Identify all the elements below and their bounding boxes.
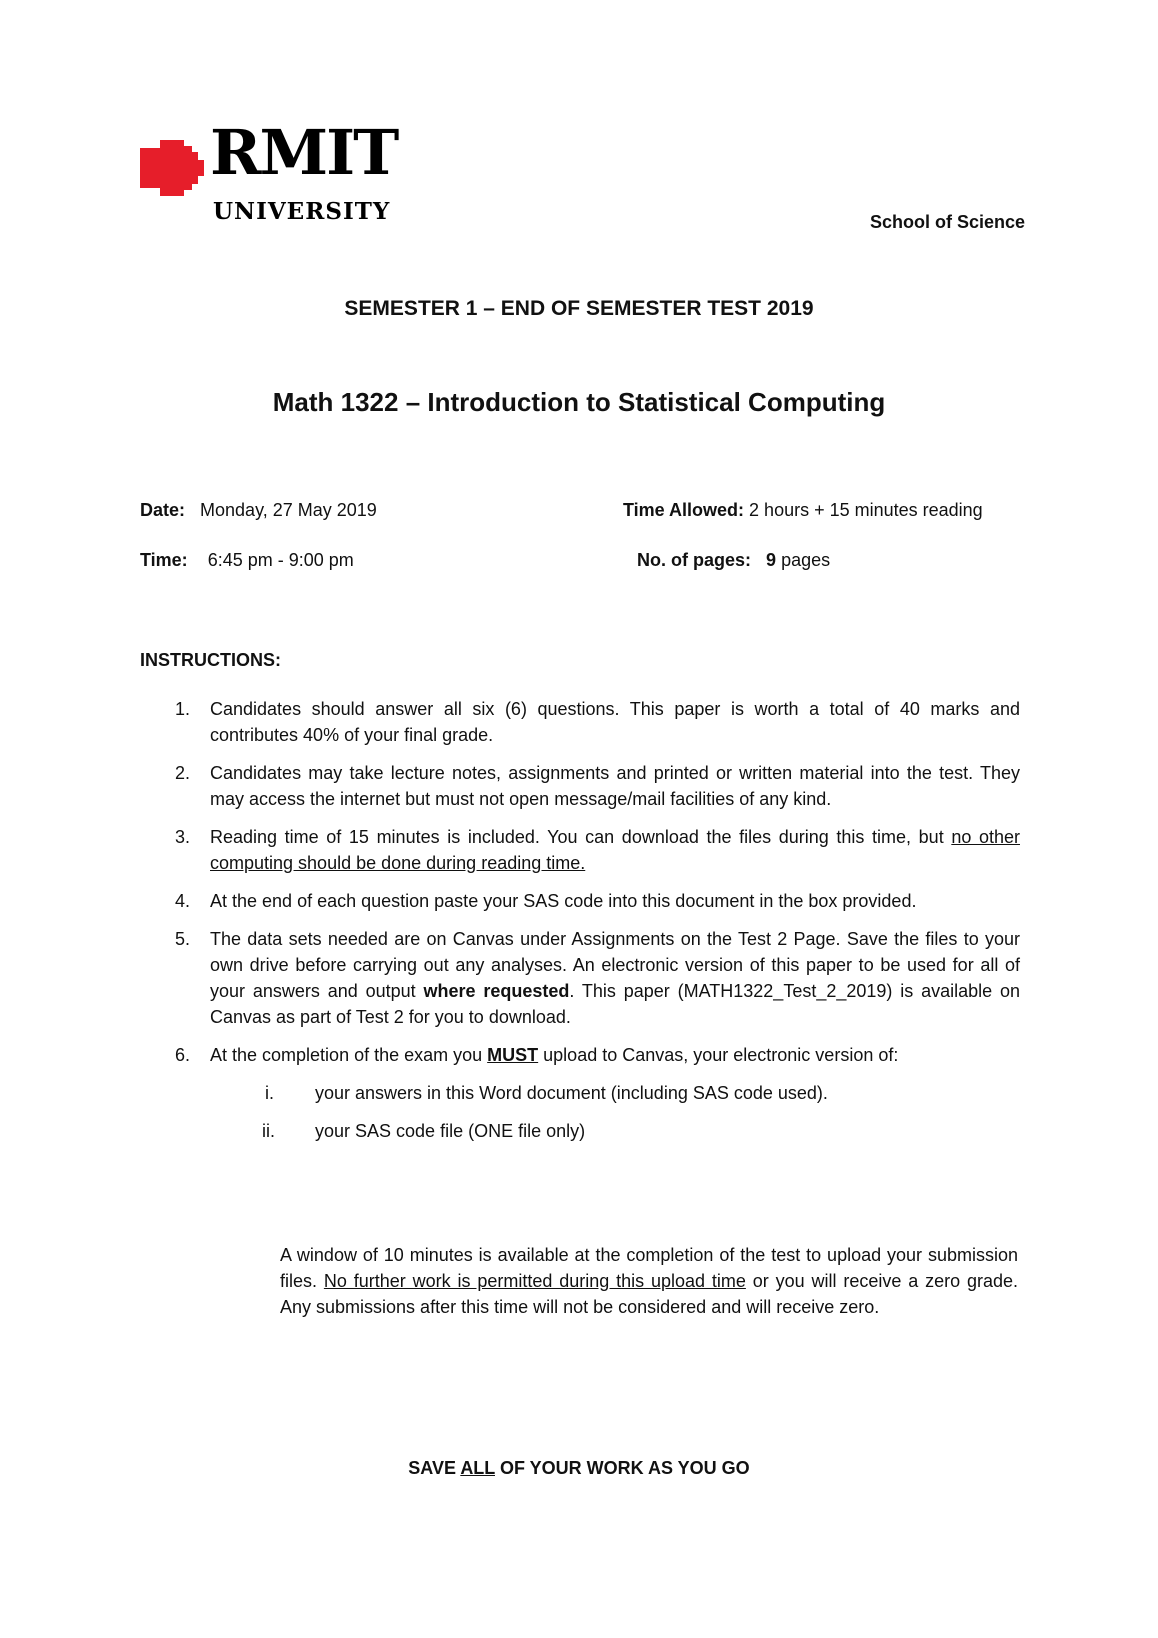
item-text-continued: . This paper (MATH1322_Test_2_2019) is available on Canvas as part of Test 2 for you to download. — [210, 981, 1020, 1027]
list-item — [140, 888, 1020, 914]
item-text: Candidates should answer all six (6) questions. This paper is worth a total of 40 marks and contributes 40% of your final grade. — [210, 699, 1020, 745]
list-item — [140, 760, 1020, 812]
item-number: 2. — [175, 763, 191, 783]
instructions-title: INSTRUCTIONS: — [140, 650, 281, 670]
time-label: Time: — [140, 550, 188, 570]
item-number: 3. — [175, 827, 191, 847]
rmit-logo — [140, 116, 410, 232]
list-item — [140, 696, 1020, 748]
pages-label: No. of pages: — [637, 550, 752, 570]
item-text: At the completion of the exam you — [210, 1045, 488, 1065]
item-text: Reading time of 15 minutes is included. You can download the files during this time, but — [210, 827, 952, 847]
save-reminder — [0, 1458, 1158, 1479]
date-label: Date: — [140, 500, 186, 520]
item-number: 4. — [175, 891, 191, 911]
item-bold-text: MUST — [487, 1045, 539, 1065]
exam-time — [140, 550, 354, 571]
save-text-end: OF YOUR WORK AS YOU GO — [494, 1458, 750, 1478]
logo-subtitle: UNIVERSITY — [213, 198, 391, 225]
item-text: Candidates may take lecture notes, assignments and printed or written material into the test. They may access the internet but must not open message/mail facilities of any kind. — [210, 763, 1020, 809]
sub-item-number: i. — [265, 1083, 274, 1103]
rmit-pixel-mark-icon — [140, 140, 204, 196]
course-title: Math 1322 – Introduction to Statistical Computing — [272, 387, 886, 417]
item-underlined-text: no other computing should be done during reading time. — [210, 827, 1020, 873]
item-text-continued: upload to Canvas, your electronic version of: — [538, 1045, 899, 1065]
sub-item-text: your answers in this Word document (including SAS code used). — [315, 1083, 828, 1103]
sub-list-item — [140, 1080, 1020, 1106]
allowed-value: 2 hours + 15 minutes reading — [749, 500, 983, 520]
page-count — [637, 550, 830, 571]
list-item — [140, 824, 1020, 876]
notice-text: A window of 10 minutes is available at the completion of the test to upload your submission files. — [280, 1245, 1018, 1291]
list-item — [140, 1042, 1020, 1068]
instructions-list — [140, 696, 1020, 1156]
time-value: 6:45 pm - 9:00 pm — [207, 550, 354, 570]
pages-count: 9 — [766, 550, 777, 570]
notice-text-continued: or you will receive a zero grade. Any submissions after this time will not be considered and will receive zero. — [280, 1271, 1018, 1317]
save-text-start: SAVE — [408, 1458, 461, 1478]
list-item — [140, 926, 1020, 1030]
item-text: The data sets needed are on Canvas under Assignments on the Test 2 Page. Save the files to your own drive before carrying out any analyses. An electronic version of this paper to be used for all of your answers and output — [210, 929, 1020, 1001]
time-allowed — [623, 500, 983, 521]
item-number: 6. — [175, 1045, 191, 1065]
sub-item-number: ii. — [262, 1121, 275, 1141]
upload-window-notice — [280, 1242, 1018, 1320]
sub-list-item — [140, 1118, 1020, 1144]
notice-underlined-text: No further work is permitted during this upload time — [323, 1271, 746, 1291]
pages-unit: pages — [781, 550, 831, 570]
school-name: School of Science — [869, 212, 1025, 232]
item-bold-text: where requested — [423, 981, 570, 1001]
exam-date — [140, 500, 377, 521]
item-number: 1. — [175, 699, 191, 719]
date-value: Monday, 27 May 2019 — [200, 500, 377, 520]
item-number: 5. — [175, 929, 191, 949]
logo-wordmark: RMIT — [210, 116, 398, 189]
sub-item-text: your SAS code file (ONE file only) — [315, 1121, 586, 1141]
save-emphasis: ALL — [460, 1458, 495, 1478]
item-text: At the end of each question paste your SAS code into this document in the box provided. — [210, 891, 917, 911]
allowed-label: Time Allowed: — [623, 500, 745, 520]
semester-title: SEMESTER 1 – END OF SEMESTER TEST 2019 — [344, 297, 814, 320]
